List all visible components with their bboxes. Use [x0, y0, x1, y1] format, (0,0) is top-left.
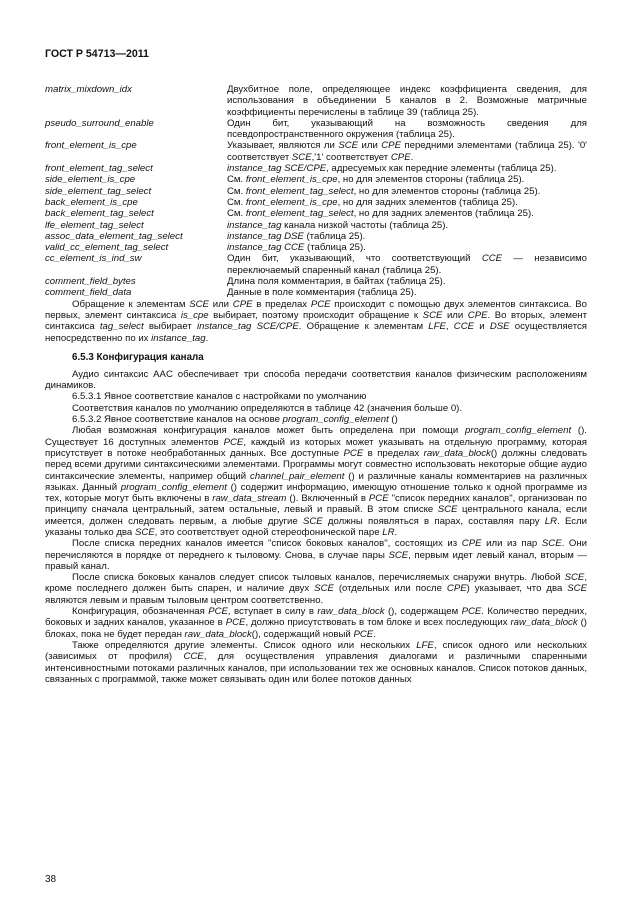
definition-row: [45, 276, 587, 287]
definition-term: back_element_is_cpe: [45, 196, 138, 208]
definition-row: [45, 253, 587, 276]
section-title: 6.5.3 Конфигурация канала: [72, 351, 204, 363]
definition-desc: Длина поля комментария, в байтах (таблица 25).: [227, 276, 446, 288]
definition-desc: Двухбитное поле, определяющее индекс коэффициента сведения, для использования в объединении 5 каналов в 2. Возможные матричные коэффициенты перечислены в таблице 39 (таблица 25).: [227, 84, 587, 118]
definition-term: valid_cc_element_tag_select: [45, 242, 169, 254]
definition-term: back_element_tag_select: [45, 208, 154, 220]
para-pce: Любая возможная конфигурация каналов может быть определена при помощи program_config_element (). Существует 16 доступных элементов PCE, каждый из которых может указывать на отдельную программу, которая присутствует в потоке необработанных данных. Все доступные PCE в пределах raw_data_block() должны следовать перед всеми другими синтаксическими элементами. Программы могут совместно использовать некоторые общие аудио синтаксические элементы, например общий channel_pair_element () и различные каналы комментариев на различных языках. Данный program_config_element () содержит информацию, имеющую отношение только к одной программе из тех, которые могут быть включены в raw_data_stream (). Включенный в PCE "список передних каналов", организован по принципу сначала центральный, затем остальные, левый и правый. В этом списке SCE центрального канала, если имеется, должен следовать первым, а любые другие SCE должны появляться в парах, составляя пару LR. Если указаны только два SCE, это соответствует одной стереофонической паре LR.: [45, 425, 588, 538]
definition-desc: См. front_element_tag_select, но для задних элементов (таблица 25).: [227, 208, 534, 220]
definition-term: pseudo_surround_enable: [45, 117, 154, 129]
definition-row: [45, 163, 587, 174]
definition-row: [45, 197, 587, 208]
para-back: После списка боковых каналов следует список тыловых каналов, перечисляемых снаружи внутрь. Любой SCE, кроме последнего должен быть спарен, и наличие двух SCE (отдельных или после CPE) указывает, что два SCE являются левым и правым тыловым центром соответственно.: [45, 572, 587, 606]
subsection-6532: 6.5.3.2 Явное соответствие каналов на основе program_config_element (): [72, 414, 398, 426]
page-header: ГОСТ Р 54713—2011: [45, 48, 149, 60]
definition-desc: См. front_element_is_cpe, но для элементов стороны (таблица 25).: [227, 174, 525, 186]
page-number: 38: [45, 874, 57, 885]
para-other: Также определяются другие элементы. Список одного или нескольких LFE, список одного или нескольких (зависимых от профиля) CCE, для осуществления управления диалогами и различными спаренными интенсивностными потоками различных каналов, при использовании тех же основных каналов. Список потоков данных, связанных с программой, также может связывать один или более потоков данных: [45, 639, 587, 685]
page-content: [45, 48, 587, 685]
definitions-list: [45, 84, 587, 299]
para-default: Соответствия каналов по умолчанию определяются в таблице 42 (значения больше 0).: [72, 402, 463, 414]
definition-desc: См. front_element_tag_select, но для элементов стороны (таблица 25).: [227, 185, 541, 197]
para-refs: Обращение к элементам SCE или CPE в пределах PCE происходит с помощью двух элементов синтаксиса. Во первых, элемент синтаксиса is_cpe выбирает, поэтому происходит обращение к SCE или CPE. Во вторых, элемент синтаксиса tag_select выбирает instance_tag SCE/CPE. Обращение к элементам LFE, CCE и DSE осуществляется непосредственно по их instance_tag.: [45, 298, 587, 344]
definition-term: side_element_tag_select: [45, 185, 152, 197]
para-side: После списка передних каналов имеется "список боковых каналов", состоящих из CPE или из пар SCE. Они перечисляются в порядке от переднего к тыловому. Снова, в случае пары SCE, первым идет левый канал, вторым — правый канал.: [45, 538, 588, 572]
para-intro: Аудио синтаксис AAC обеспечивает три способа передачи соответствия каналов физическим расположениям динамиков.: [45, 368, 587, 392]
subsection-6531: 6.5.3.1 Явное соответствие каналов с настройками по умолчанию: [72, 391, 367, 403]
definition-desc: instance_tag DSE (таблица 25).: [227, 230, 366, 242]
definition-row: [45, 174, 587, 185]
definition-term: assoc_data_element_tag_select: [45, 230, 183, 242]
definition-desc: См. front_element_is_cpe, но для задних элементов (таблица 25).: [227, 196, 518, 208]
definition-desc: Данные в поле комментария (таблица 25).: [227, 287, 417, 299]
definition-desc: instance_tag SCE/CPE, адресуемых как передние элементы (таблица 25).: [227, 163, 557, 175]
definition-term: front_element_tag_select: [45, 163, 153, 175]
definition-term: side_element_is_cpe: [45, 174, 136, 186]
definition-term: lfe_element_tag_select: [45, 219, 144, 231]
definition-term: front_element_is_cpe: [45, 140, 137, 152]
definition-term: cc_element_is_ind_sw: [45, 253, 142, 265]
definition-desc: instance_tag канала низкой частоты (таблица 25).: [227, 219, 449, 231]
definition-desc: Один бит, указывающий на возможность сведения для псевдопространственного окружения (таблица 25).: [227, 117, 587, 141]
definition-term: comment_field_data: [45, 287, 132, 299]
definition-row: [45, 220, 587, 231]
definition-row: [45, 118, 587, 141]
para-config: Конфигурация, обозначенная PCE, вступает в силу в raw_data_block (), содержащем PCE. Количество передних, боковых и задних каналов, указанное в PCE, должно присутствовать в том блоке и всех последующих raw_data_block () блоках, пока не будет передан raw_data_block(), содержащий новый PCE.: [45, 606, 587, 640]
definition-row: [45, 287, 587, 298]
definition-term: comment_field_bytes: [45, 276, 136, 288]
definition-desc: Указывает, являются ли SCE или CPE передними элементами (таблица 25). '0' соответствует SCE,'1' соответствует CPE.: [227, 140, 587, 163]
definition-row: [45, 140, 587, 163]
definition-term: matrix_mixdown_idx: [45, 84, 132, 95]
definition-row: [45, 231, 587, 242]
definition-row: [45, 186, 587, 197]
definition-desc: Один бит, указывающий, что соответствующий CCE — независимо переключаемый спаренный канал (таблица 25).: [227, 253, 588, 276]
definition-desc: instance_tag CCE (таблица 25).: [227, 242, 366, 254]
definition-row: [45, 242, 587, 253]
definition-row: [45, 208, 587, 219]
definition-row: [45, 84, 587, 118]
